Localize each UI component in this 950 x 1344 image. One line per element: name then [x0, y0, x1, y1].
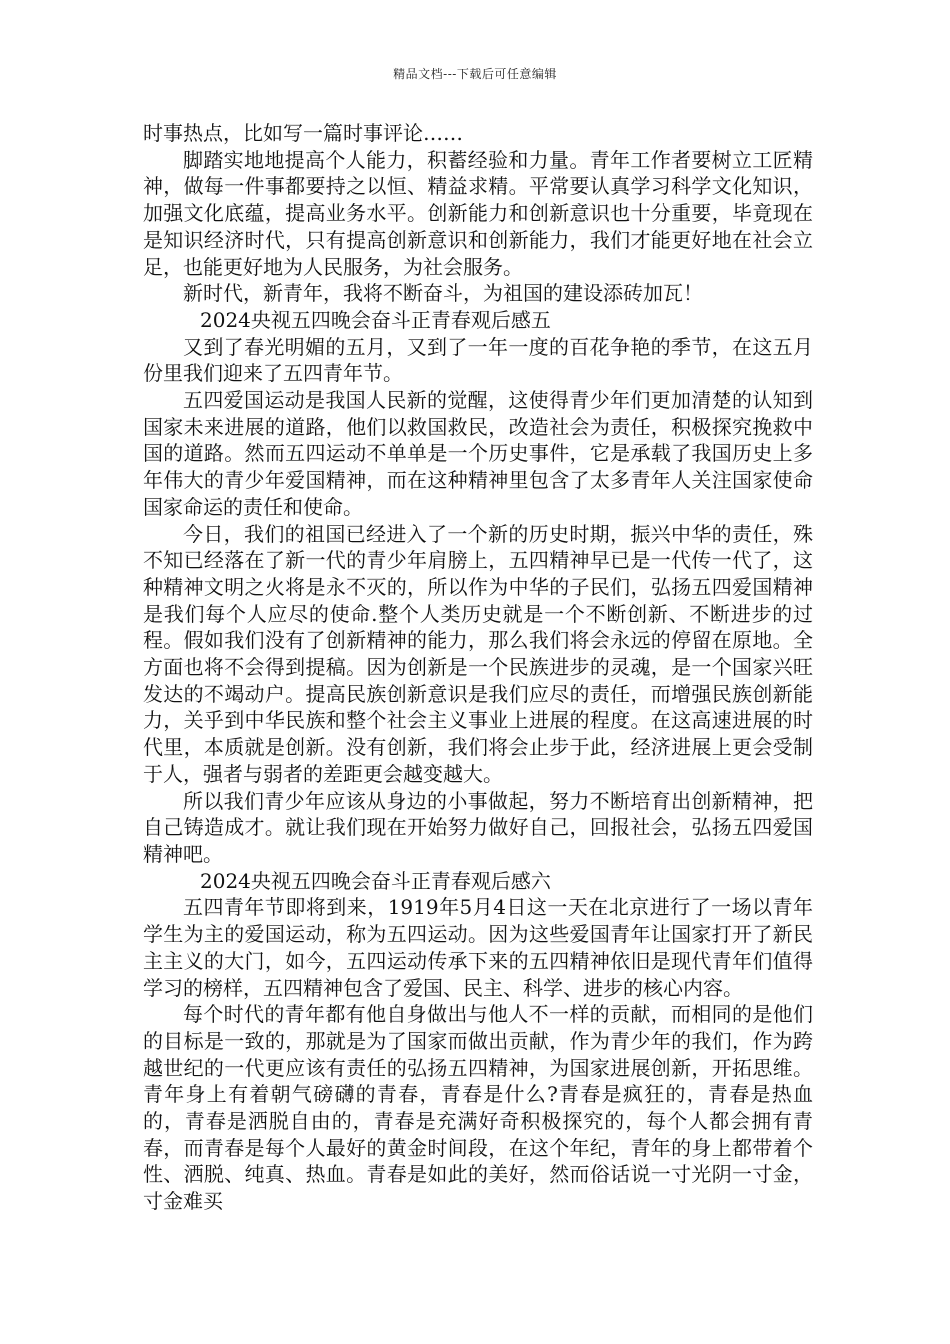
paragraph-9: 每个时代的青年都有他自身做出与他人不一样的贡献，而相同的是他们的目标是一致的，那就是为了国家而做出贡献，作为青少年的我们，作为跨越世纪的一代更应该有责任的弘扬五四精神，为国家进展创新，开拓思维。青年身上有着朝气磅礴的青春，青春是什么?青春是疯狂的，青春是热血的，青春是洒脱自由的，青春是充满好奇积极探究的，每个人都会拥有青春，而青春是每个人最好的黄金时间段，在这个年纪，青年的身上都带着个性、洒脱、纯真、热血。青春是如此的美好，然而俗话说一寸光阴一寸金，寸金难买 — [143, 1002, 813, 1214]
paragraph-7: 所以我们青少年应该从身边的小事做起，努力不断培育出创新精神，把自己铸造成才。就让我们现在开始努力做好自己，回报社会，弘扬五四爱国精神吧。 — [143, 788, 813, 866]
section-title-6: 2024央视五四晚会奋斗正青春观后感六 — [200, 868, 551, 893]
paragraph-8: 五四青年节即将到来，1919年5月4日这一天在北京进行了一场以青年学生为主的爱国运动，称为五四运动。因为这些爱国青年让国家打开了新民主主义的大门，如今，五四运动传承下来的五四精神依旧是现代青年们值得学习的榜样，五四精神包含了爱国、民主、科学、进步的核心内容。 — [143, 895, 813, 1000]
paragraph-4: 又到了春光明媚的五月，又到了一年一度的百花争艳的季节，在这五月份里我们迎来了五四青年节。 — [143, 334, 813, 386]
page-header: 精品文档---下载后可任意编辑 — [393, 67, 557, 81]
document-body — [143, 120, 813, 1215]
paragraph-6: 今日，我们的祖国已经进入了一个新的历史时期，振兴中华的责任，殊不知已经落在了新一代的青少年肩膀上，五四精神早已是一代传一代了，这种精神文明之火将是永不灭的，所以作为中华的子民们，弘扬五四爱国精神是我们每个人应尽的使命.整个人类历史就是一个不断创新、不断进步的过程。假如我们没有了创新精神的能力，那么我们将会永远的停留在原地。全方面也将不会得到提稿。因为创新是一个民族进步的灵魂，是一个国家兴旺发达的不竭动户。提高民族创新意识是我们应尽的责任，而增强民族创新能力，关乎到中华民族和整个社会主义事业上进展的程度。在这高速进展的时代里，本质就是创新。没有创新，我们将会止步于此，经济进展上更会受制于人，强者与弱者的差距更会越变越大。 — [143, 521, 813, 786]
paragraph-5: 五四爱国运动是我国人民新的觉醒，这使得青少年们更加清楚的认知到国家未来进展的道路，他们以救国救民，改造社会为责任，积极探究挽救中国的道路。然而五四运动不单单是一个历史事件，它是承载了我国历史上多年伟大的青少年爱国精神，而在这种精神里包含了太多青年人关注国家使命国家命运的责任和使命。 — [143, 388, 813, 519]
paragraph-3: 新时代，新青年，我将不断奋斗，为祖国的建设添砖加瓦！ — [183, 281, 703, 306]
paragraph-2: 脚踏实地地提高个人能力，积蓄经验和力量。青年工作者要树立工匠精神，做每一件事都要持之以恒、精益求精。平常要认真学习科学文化知识，加强文化底蕴，提高业务水平。创新能力和创新意识也十分重要，毕竟现在是知识经济时代，只有提高创新意识和创新能力，我们才能更好地在社会立足，也能更好地为人民服务，为社会服务。 — [143, 147, 813, 279]
section-title-5: 2024央视五四晚会奋斗正青春观后感五 — [200, 307, 551, 332]
paragraph-1: 时事热点，比如写一篇时事评论…… — [143, 121, 463, 145]
